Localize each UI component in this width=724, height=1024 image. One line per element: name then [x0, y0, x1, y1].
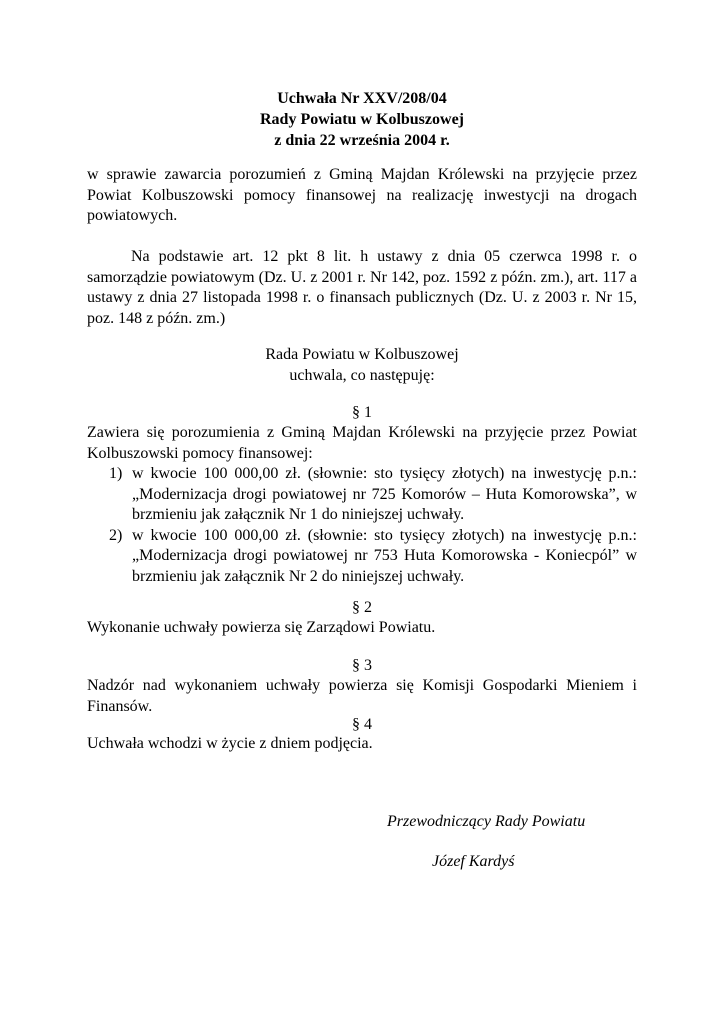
- legal-basis: Na podstawie art. 12 pkt 8 lit. h ustawy z dnia 05 czerwca 1998 r. o samorządzie powiatowym (Dz. U. z 2001 r. Nr 142, poz. 1592 z późn. zm.), art. 117 a ustawy z dnia 27 listopada 1998 r. o finansach publicznych (Dz. U. z 2003 r. Nr 15, poz. 148 z późn. zm.): [87, 248, 637, 327]
- section-4-label: § 4: [352, 716, 372, 733]
- section-3-label: § 3: [352, 657, 372, 674]
- list-item: [87, 526, 637, 588]
- list-item-text: w kwocie 100 000,00 zł. (słownie: sto tysięcy złotych) na inwestycję p.n.: „Modernizacja drogi powiatowej nr 725 Komorów – Huta Komorowska”, w brzmieniu jak załącznik Nr 1 do niniejszej uchwały.: [132, 465, 637, 523]
- list-item-text: w kwocie 100 000,00 zł. (słownie: sto tysięcy złotych) na inwestycję p.n.: „Modernizacja drogi powiatowej nr 753 Huta Komorowska - Koniecpól” w brzmieniu jak załącznik Nr 2 do niniejszej uchwały.: [132, 526, 637, 585]
- signature-name: Józef Kardyś: [432, 853, 515, 870]
- resolution-subject: w sprawie zawarcia porozumień z Gminą Majdan Królewski na przyjęcie przez Powiat Kolbuszowski pomocy finansowej na realizację inwestycji na drogach powiatowych.: [87, 166, 637, 224]
- resolves-line-1: Rada Powiatu w Kolbuszowej: [265, 346, 459, 363]
- resolution-header: [0, 88, 724, 151]
- list-item-number: 2): [109, 526, 123, 544]
- section-1-list: [87, 464, 637, 587]
- list-item: [87, 464, 637, 526]
- resolves-line-2: uchwala, co następuję:: [289, 366, 435, 384]
- section-3-text: Nadzór nad wykonaniem uchwały powierza się Komisji Gospodarki Mieniem i Finansów.: [87, 677, 637, 715]
- resolution-number: Uchwała Nr XXV/208/04: [277, 90, 447, 107]
- resolves-clause: [0, 345, 724, 386]
- resolution-date: z dnia 22 września 2004 r.: [274, 132, 450, 149]
- section-2-text: Wykonanie uchwały powierza się Zarządowi Powiatu.: [87, 619, 436, 636]
- section-1-intro: Zawiera się porozumienia z Gminą Majdan Królewski na przyjęcie przez Powiat Kolbuszowski pomocy finansowej:: [87, 424, 637, 462]
- section-4-text: Uchwała wchodzi w życie z dniem podjęcia.: [87, 735, 373, 752]
- list-item-number: 1): [109, 465, 123, 482]
- signature-title: Przewodniczący Rady Powiatu: [387, 813, 586, 830]
- section-1-label: § 1: [352, 404, 372, 421]
- issuing-body: Rady Powiatu w Kolbuszowej: [259, 111, 464, 128]
- section-2-label: § 2: [352, 599, 372, 616]
